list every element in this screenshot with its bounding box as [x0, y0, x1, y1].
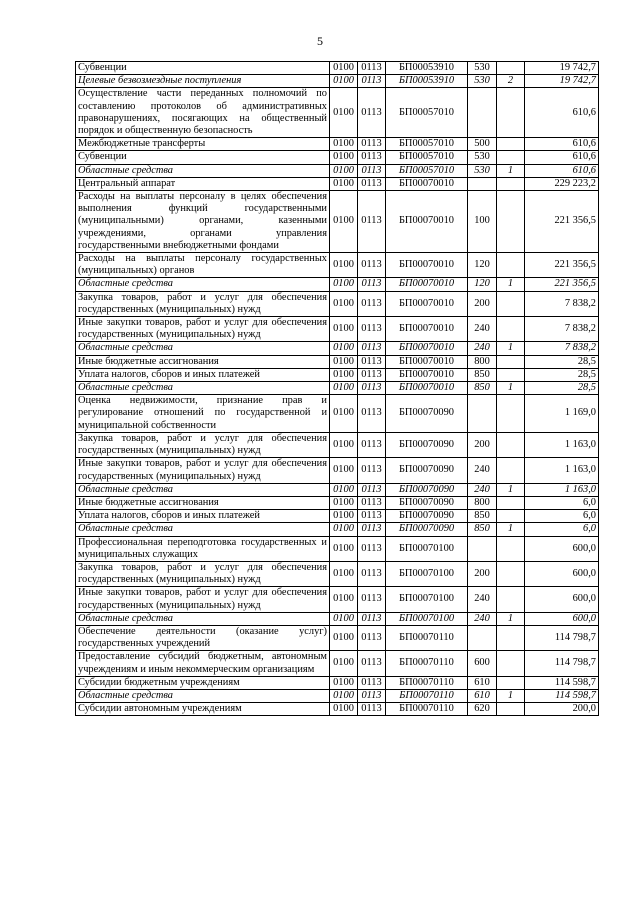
funding-source: [497, 536, 525, 561]
row-name: Уплата налогов, сборов и иных платежей: [76, 368, 330, 381]
expense-type: [468, 536, 497, 561]
chapter-code: 0100: [330, 253, 358, 278]
row-name: Областные средства: [76, 342, 330, 355]
target-article: БП00057010: [386, 88, 468, 138]
target-article: БП00070010: [386, 382, 468, 395]
table-row: [76, 510, 599, 523]
row-name: Областные средства: [76, 612, 330, 625]
funding-source: [497, 561, 525, 586]
table-row: [76, 676, 599, 689]
table-row: [76, 496, 599, 509]
target-article: БП00070100: [386, 536, 468, 561]
section-code: 0113: [358, 253, 386, 278]
funding-source: [497, 291, 525, 316]
chapter-code: 0100: [330, 342, 358, 355]
expense-type: 120: [468, 278, 497, 291]
chapter-code: 0100: [330, 587, 358, 612]
table-row: [76, 291, 599, 316]
table-row: [76, 561, 599, 586]
section-code: 0113: [358, 689, 386, 702]
amount: 6,0: [525, 523, 599, 536]
section-code: 0113: [358, 138, 386, 151]
expense-type: 530: [468, 62, 497, 75]
expense-type: 850: [468, 382, 497, 395]
target-article: БП00070010: [386, 253, 468, 278]
section-code: 0113: [358, 496, 386, 509]
table-row: [76, 612, 599, 625]
expense-type: 240: [468, 612, 497, 625]
table-body: [76, 62, 599, 716]
target-article: БП00053910: [386, 62, 468, 75]
table-row: [76, 382, 599, 395]
expense-type: 620: [468, 703, 497, 716]
table-row: [76, 177, 599, 190]
expense-type: 610: [468, 676, 497, 689]
target-article: БП00070010: [386, 191, 468, 253]
chapter-code: 0100: [330, 291, 358, 316]
section-code: 0113: [358, 382, 386, 395]
target-article: БП00070010: [386, 177, 468, 190]
funding-source: [497, 496, 525, 509]
chapter-code: 0100: [330, 62, 358, 75]
section-code: 0113: [358, 651, 386, 676]
table-row: [76, 432, 599, 457]
chapter-code: 0100: [330, 458, 358, 483]
amount: 7 838,2: [525, 291, 599, 316]
row-name: Областные средства: [76, 689, 330, 702]
chapter-code: 0100: [330, 561, 358, 586]
target-article: БП00070110: [386, 651, 468, 676]
chapter-code: 0100: [330, 382, 358, 395]
section-code: 0113: [358, 177, 386, 190]
amount: 200,0: [525, 703, 599, 716]
amount: 114 598,7: [525, 689, 599, 702]
row-name: Оценка недвижимости, признание прав и регулирование отношений по государственной и муниципальной собственности: [76, 395, 330, 433]
row-name: Областные средства: [76, 164, 330, 177]
budget-table: [75, 61, 599, 716]
expense-type: 500: [468, 138, 497, 151]
amount: 19 742,7: [525, 62, 599, 75]
chapter-code: 0100: [330, 75, 358, 88]
row-name: Областные средства: [76, 483, 330, 496]
funding-source: 2: [497, 75, 525, 88]
table-row: [76, 458, 599, 483]
target-article: БП00070090: [386, 395, 468, 433]
funding-source: 1: [497, 382, 525, 395]
row-name: Иные закупки товаров, работ и услуг для обеспечения государственных (муниципальных) нужд: [76, 587, 330, 612]
row-name: Субсидии автономным учреждениям: [76, 703, 330, 716]
section-code: 0113: [358, 317, 386, 342]
section-code: 0113: [358, 703, 386, 716]
target-article: БП00070010: [386, 342, 468, 355]
funding-source: [497, 177, 525, 190]
target-article: БП00070110: [386, 625, 468, 650]
expense-type: 240: [468, 317, 497, 342]
expense-type: 530: [468, 164, 497, 177]
target-article: БП00070090: [386, 432, 468, 457]
amount: 28,5: [525, 355, 599, 368]
table-row: [76, 138, 599, 151]
section-code: 0113: [358, 587, 386, 612]
funding-source: 1: [497, 164, 525, 177]
table-row: [76, 253, 599, 278]
row-name: Обеспечение деятельности (оказание услуг) государственных учреждений: [76, 625, 330, 650]
chapter-code: 0100: [330, 510, 358, 523]
target-article: БП00057010: [386, 138, 468, 151]
section-code: 0113: [358, 458, 386, 483]
amount: 610,6: [525, 138, 599, 151]
section-code: 0113: [358, 88, 386, 138]
page-number: 5: [317, 34, 323, 48]
funding-source: [497, 432, 525, 457]
chapter-code: 0100: [330, 177, 358, 190]
table-row: [76, 342, 599, 355]
funding-source: [497, 355, 525, 368]
chapter-code: 0100: [330, 368, 358, 381]
chapter-code: 0100: [330, 703, 358, 716]
expense-type: 600: [468, 651, 497, 676]
row-name: Иные закупки товаров, работ и услуг для обеспечения государственных (муниципальных) нужд: [76, 317, 330, 342]
table-row: [76, 523, 599, 536]
amount: 6,0: [525, 496, 599, 509]
target-article: БП00070010: [386, 291, 468, 316]
funding-source: [497, 510, 525, 523]
table-row: [76, 587, 599, 612]
expense-type: 120: [468, 253, 497, 278]
amount: 610,6: [525, 151, 599, 164]
section-code: 0113: [358, 291, 386, 316]
expense-type: 850: [468, 368, 497, 381]
target-article: БП00070110: [386, 703, 468, 716]
target-article: БП00057010: [386, 164, 468, 177]
section-code: 0113: [358, 342, 386, 355]
amount: 221 356,5: [525, 191, 599, 253]
section-code: 0113: [358, 432, 386, 457]
expense-type: 200: [468, 432, 497, 457]
expense-type: 530: [468, 151, 497, 164]
funding-source: 1: [497, 612, 525, 625]
row-name: Межбюджетные трансферты: [76, 138, 330, 151]
row-name: Центральный аппарат: [76, 177, 330, 190]
expense-type: 240: [468, 587, 497, 612]
amount: 1 163,0: [525, 483, 599, 496]
amount: 7 838,2: [525, 342, 599, 355]
chapter-code: 0100: [330, 625, 358, 650]
amount: 28,5: [525, 368, 599, 381]
amount: 600,0: [525, 612, 599, 625]
chapter-code: 0100: [330, 355, 358, 368]
chapter-code: 0100: [330, 151, 358, 164]
table-row: [76, 395, 599, 433]
expense-type: 240: [468, 342, 497, 355]
section-code: 0113: [358, 278, 386, 291]
chapter-code: 0100: [330, 536, 358, 561]
target-article: БП00070010: [386, 278, 468, 291]
table-row: [76, 62, 599, 75]
expense-type: 850: [468, 510, 497, 523]
row-name: Областные средства: [76, 382, 330, 395]
table-row: [76, 355, 599, 368]
expense-type: 240: [468, 458, 497, 483]
target-article: БП00070110: [386, 676, 468, 689]
chapter-code: 0100: [330, 138, 358, 151]
chapter-code: 0100: [330, 496, 358, 509]
target-article: БП00070100: [386, 587, 468, 612]
target-article: БП00070090: [386, 496, 468, 509]
row-name: Профессиональная переподготовка государственных и муниципальных служащих: [76, 536, 330, 561]
table-row: [76, 75, 599, 88]
section-code: 0113: [358, 395, 386, 433]
funding-source: [497, 317, 525, 342]
funding-source: [497, 676, 525, 689]
row-name: Иные закупки товаров, работ и услуг для обеспечения государственных (муниципальных) нужд: [76, 458, 330, 483]
chapter-code: 0100: [330, 278, 358, 291]
table-row: [76, 483, 599, 496]
funding-source: 1: [497, 483, 525, 496]
row-name: Закупка товаров, работ и услуг для обеспечения государственных (муниципальных) нужд: [76, 432, 330, 457]
target-article: БП00070100: [386, 561, 468, 586]
table-row: [76, 191, 599, 253]
chapter-code: 0100: [330, 676, 358, 689]
target-article: БП00070090: [386, 510, 468, 523]
chapter-code: 0100: [330, 689, 358, 702]
funding-source: 1: [497, 689, 525, 702]
section-code: 0113: [358, 536, 386, 561]
row-name: Иные бюджетные ассигнования: [76, 496, 330, 509]
expense-type: 800: [468, 355, 497, 368]
target-article: БП00070090: [386, 523, 468, 536]
section-code: 0113: [358, 612, 386, 625]
section-code: 0113: [358, 483, 386, 496]
amount: 221 356,5: [525, 278, 599, 291]
table-row: [76, 278, 599, 291]
amount: 1 169,0: [525, 395, 599, 433]
chapter-code: 0100: [330, 432, 358, 457]
funding-source: [497, 703, 525, 716]
section-code: 0113: [358, 151, 386, 164]
amount: 114 598,7: [525, 676, 599, 689]
amount: 6,0: [525, 510, 599, 523]
chapter-code: 0100: [330, 88, 358, 138]
funding-source: [497, 625, 525, 650]
row-name: Областные средства: [76, 523, 330, 536]
section-code: 0113: [358, 62, 386, 75]
chapter-code: 0100: [330, 395, 358, 433]
expense-type: [468, 88, 497, 138]
amount: 610,6: [525, 88, 599, 138]
section-code: 0113: [358, 561, 386, 586]
amount: 28,5: [525, 382, 599, 395]
row-name: Предоставление субсидий бюджетным, автономным учреждениям и иным некоммерческим организациям: [76, 651, 330, 676]
target-article: БП00070110: [386, 689, 468, 702]
target-article: БП00053910: [386, 75, 468, 88]
row-name: Уплата налогов, сборов и иных платежей: [76, 510, 330, 523]
expense-type: 850: [468, 523, 497, 536]
amount: 114 798,7: [525, 625, 599, 650]
target-article: БП00070100: [386, 612, 468, 625]
funding-source: [497, 458, 525, 483]
target-article: БП00070090: [386, 483, 468, 496]
section-code: 0113: [358, 510, 386, 523]
target-article: БП00057010: [386, 151, 468, 164]
target-article: БП00070010: [386, 317, 468, 342]
funding-source: [497, 88, 525, 138]
funding-source: [497, 395, 525, 433]
row-name: Субвенции: [76, 62, 330, 75]
funding-source: [497, 138, 525, 151]
amount: 1 163,0: [525, 432, 599, 457]
amount: 600,0: [525, 561, 599, 586]
funding-source: [497, 191, 525, 253]
table-row: [76, 703, 599, 716]
section-code: 0113: [358, 523, 386, 536]
target-article: БП00070090: [386, 458, 468, 483]
row-name: Целевые безвозмездные поступления: [76, 75, 330, 88]
funding-source: 1: [497, 342, 525, 355]
section-code: 0113: [358, 368, 386, 381]
funding-source: [497, 151, 525, 164]
expense-type: [468, 395, 497, 433]
amount: 114 798,7: [525, 651, 599, 676]
amount: 229 223,2: [525, 177, 599, 190]
section-code: 0113: [358, 676, 386, 689]
row-name: Расходы на выплаты персоналу в целях обеспечения выполнения функций государственными (муниципальными) органами, казенными учреждениями, органами управления государственными внебюджетными фондами: [76, 191, 330, 253]
table-row: [76, 368, 599, 381]
row-name: Субвенции: [76, 151, 330, 164]
expense-type: 530: [468, 75, 497, 88]
chapter-code: 0100: [330, 523, 358, 536]
amount: 600,0: [525, 587, 599, 612]
row-name: Расходы на выплаты персоналу государственных (муниципальных) органов: [76, 253, 330, 278]
expense-type: 200: [468, 291, 497, 316]
expense-type: [468, 177, 497, 190]
chapter-code: 0100: [330, 317, 358, 342]
row-name: Субсидии бюджетным учреждениям: [76, 676, 330, 689]
table-row: [76, 317, 599, 342]
chapter-code: 0100: [330, 612, 358, 625]
section-code: 0113: [358, 625, 386, 650]
expense-type: 800: [468, 496, 497, 509]
row-name: Закупка товаров, работ и услуг для обеспечения государственных (муниципальных) нужд: [76, 291, 330, 316]
amount: 221 356,5: [525, 253, 599, 278]
funding-source: [497, 368, 525, 381]
row-name: Иные бюджетные ассигнования: [76, 355, 330, 368]
chapter-code: 0100: [330, 651, 358, 676]
amount: 19 742,7: [525, 75, 599, 88]
target-article: БП00070010: [386, 368, 468, 381]
target-article: БП00070010: [386, 355, 468, 368]
row-name: Закупка товаров, работ и услуг для обеспечения государственных (муниципальных) нужд: [76, 561, 330, 586]
chapter-code: 0100: [330, 164, 358, 177]
chapter-code: 0100: [330, 483, 358, 496]
section-code: 0113: [358, 191, 386, 253]
amount: 1 163,0: [525, 458, 599, 483]
funding-source: 1: [497, 523, 525, 536]
table-row: [76, 164, 599, 177]
funding-source: [497, 253, 525, 278]
chapter-code: 0100: [330, 191, 358, 253]
section-code: 0113: [358, 75, 386, 88]
table-row: [76, 536, 599, 561]
amount: 600,0: [525, 536, 599, 561]
section-code: 0113: [358, 355, 386, 368]
funding-source: 1: [497, 278, 525, 291]
section-code: 0113: [358, 164, 386, 177]
funding-source: [497, 651, 525, 676]
funding-source: [497, 62, 525, 75]
expense-type: 240: [468, 483, 497, 496]
table-row: [76, 651, 599, 676]
row-name: Осуществление части переданных полномочий по составлению протоколов об административных правонарушениях, посягающих на общественный порядок и общественную безопасность: [76, 88, 330, 138]
table-row: [76, 625, 599, 650]
table-row: [76, 88, 599, 138]
table-row: [76, 151, 599, 164]
expense-type: [468, 625, 497, 650]
table-row: [76, 689, 599, 702]
amount: 7 838,2: [525, 317, 599, 342]
funding-source: [497, 587, 525, 612]
expense-type: 200: [468, 561, 497, 586]
expense-type: 100: [468, 191, 497, 253]
amount: 610,6: [525, 164, 599, 177]
row-name: Областные средства: [76, 278, 330, 291]
expense-type: 610: [468, 689, 497, 702]
